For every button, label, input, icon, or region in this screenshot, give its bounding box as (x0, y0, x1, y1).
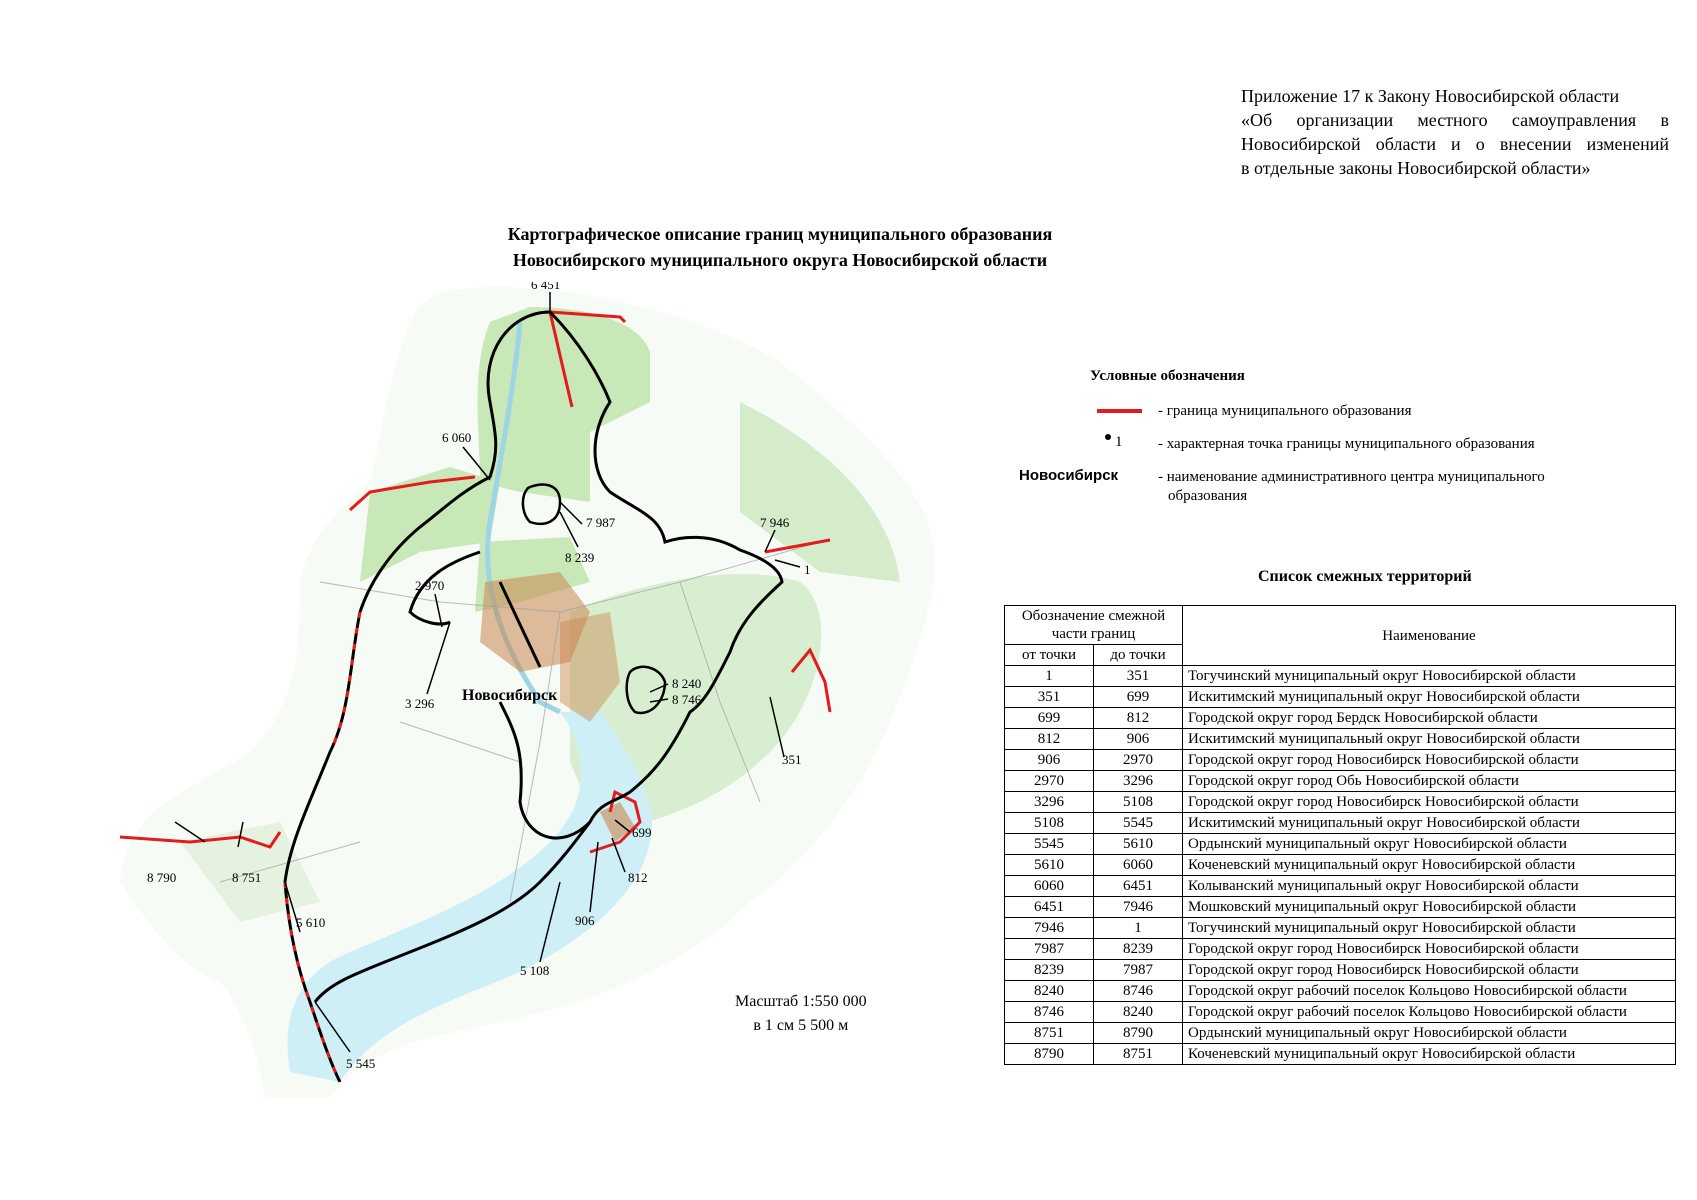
table-row (1005, 1002, 1676, 1023)
cell-from: 8746 (1005, 1002, 1094, 1023)
table-body (1005, 666, 1676, 1065)
appendix-line-1: Приложение 17 к Закону Новосибирской области (1241, 86, 1620, 106)
point-label-699: 699 (632, 825, 652, 840)
cell-from: 5610 (1005, 855, 1094, 876)
point-label-5545: 5 545 (346, 1056, 376, 1071)
scale-distance: в 1 см 5 500 м (753, 1017, 849, 1034)
table-row (1005, 729, 1676, 750)
point-label-906: 906 (575, 913, 595, 928)
cell-name: Коченевский муниципальный округ Новосибирской области (1183, 1044, 1676, 1065)
cell-to: 5108 (1094, 792, 1183, 813)
scale-ratio: Масштаб 1:550 000 (735, 993, 867, 1010)
table-row (1005, 792, 1676, 813)
cell-from: 8790 (1005, 1044, 1094, 1065)
cell-to: 351 (1094, 666, 1183, 687)
adjacent-list-title: Список смежных территорий (1258, 568, 1472, 585)
cell-name: Городской округ город Новосибирск Новосибирской области (1183, 750, 1676, 771)
cell-to: 2970 (1094, 750, 1183, 771)
table-row (1005, 834, 1676, 855)
admin-center-sample: Новосибирск (1019, 467, 1119, 484)
cell-to: 6451 (1094, 876, 1183, 897)
cell-to: 812 (1094, 708, 1183, 729)
cell-name: Городской округ рабочий поселок Кольцово Новосибирской области (1183, 1002, 1676, 1023)
cell-from: 812 (1005, 729, 1094, 750)
legend-point-label: - характерная точка границы муниципального образования (1158, 436, 1535, 452)
cell-name: Ордынский муниципальный округ Новосибирской области (1183, 1023, 1676, 1044)
cell-name: Тогучинский муниципальный округ Новосибирской области (1183, 918, 1676, 939)
cell-to: 1 (1094, 918, 1183, 939)
cell-to: 7946 (1094, 897, 1183, 918)
cell-name: Городской округ город Бердск Новосибирской области (1183, 708, 1676, 729)
cell-from: 6451 (1005, 897, 1094, 918)
header-name: Наименование (1183, 606, 1676, 666)
point-label-8790: 8 790 (147, 870, 177, 885)
appendix-note (1241, 84, 1669, 180)
table-row (1005, 897, 1676, 918)
cell-name: Городской округ город Обь Новосибирской области (1183, 771, 1676, 792)
cell-to: 5610 (1094, 834, 1183, 855)
table-row (1005, 855, 1676, 876)
cell-from: 8239 (1005, 960, 1094, 981)
cell-name: Мошковский муниципальный округ Новосибирской области (1183, 897, 1676, 918)
point-label-7946: 7 946 (760, 515, 790, 530)
cell-from: 7987 (1005, 939, 1094, 960)
cell-from: 8240 (1005, 981, 1094, 1002)
point-label-1: 1 (804, 562, 811, 577)
point-label-8751: 8 751 (232, 870, 262, 885)
cell-from: 2970 (1005, 771, 1094, 792)
cell-to: 3296 (1094, 771, 1183, 792)
cell-name: Городской округ город Новосибирск Новосибирской области (1183, 792, 1676, 813)
cell-name: Городской округ город Новосибирск Новосибирской области (1183, 960, 1676, 981)
cell-from: 1 (1005, 666, 1094, 687)
legend-title: Условные обозначения (1090, 368, 1245, 384)
admin-center-label: Новосибирск (462, 687, 558, 704)
point-sample-number: 1 (1115, 434, 1123, 450)
cell-from: 906 (1005, 750, 1094, 771)
table-row (1005, 1023, 1676, 1044)
cell-name: Колыванский муниципальный округ Новосибирской области (1183, 876, 1676, 897)
cell-to: 5545 (1094, 813, 1183, 834)
cell-from: 5545 (1005, 834, 1094, 855)
table-row (1005, 981, 1676, 1002)
table-row (1005, 939, 1676, 960)
table-row (1005, 771, 1676, 792)
cell-from: 7946 (1005, 918, 1094, 939)
cell-name: Искитимский муниципальный округ Новосибирской области (1183, 687, 1676, 708)
appendix-line-3: Новосибирской области и о внесении изменений (1241, 134, 1669, 154)
cell-to: 8240 (1094, 1002, 1183, 1023)
header-to: до точки (1094, 645, 1183, 666)
document-title (500, 221, 1060, 273)
point-label-8746: 8 746 (672, 692, 702, 707)
table-row (1005, 876, 1676, 897)
legend-center-label (1158, 468, 1545, 506)
cell-from: 5108 (1005, 813, 1094, 834)
cell-from: 351 (1005, 687, 1094, 708)
cell-to: 8751 (1094, 1044, 1183, 1065)
legend-center-label-line-2: образования (1168, 488, 1248, 504)
appendix-line-4: в отдельные законы Новосибирской области» (1241, 158, 1591, 178)
cell-from: 699 (1005, 708, 1094, 729)
legend-boundary-label: - граница муниципального образования (1158, 403, 1412, 419)
table-row (1005, 666, 1676, 687)
title-line-1: Картографическое описание границ муниципального образования (507, 224, 1053, 244)
cell-from: 3296 (1005, 792, 1094, 813)
point-label-8239: 8 239 (565, 550, 595, 565)
cell-name: Искитимский муниципальный округ Новосибирской области (1183, 813, 1676, 834)
cell-name: Городской округ город Новосибирск Новосибирской области (1183, 939, 1676, 960)
point-label-6451: 6 451 (531, 282, 561, 292)
table-row (1005, 918, 1676, 939)
point-label-7987: 7 987 (586, 515, 616, 530)
header-designation: Обозначение смежной части границ (1005, 606, 1183, 645)
table-row (1005, 1044, 1676, 1065)
point-label-2970: 2 970 (415, 578, 445, 593)
cell-name: Коченевский муниципальный округ Новосибирской области (1183, 855, 1676, 876)
point-label-351: 351 (782, 752, 802, 767)
table-row (1005, 960, 1676, 981)
cell-to: 699 (1094, 687, 1183, 708)
legend-center-label-line-1: - наименование административного центра муниципального (1158, 469, 1545, 485)
cell-name: Городской округ рабочий поселок Кольцово Новосибирской области (1183, 981, 1676, 1002)
header-from: от точки (1005, 645, 1094, 666)
map-scale (735, 990, 867, 1038)
cell-to: 906 (1094, 729, 1183, 750)
cell-name: Искитимский муниципальный округ Новосибирской области (1183, 729, 1676, 750)
table-row (1005, 813, 1676, 834)
cell-to: 7987 (1094, 960, 1183, 981)
appendix-line-2: «Об организации местного самоуправления в (1241, 110, 1669, 130)
point-label-6060: 6 060 (442, 430, 472, 445)
cell-name: Тогучинский муниципальный округ Новосибирской области (1183, 666, 1676, 687)
cell-from: 8751 (1005, 1023, 1094, 1044)
title-line-2: Новосибирского муниципального округа Новосибирской области (512, 250, 1048, 270)
point-label-5610: 5 610 (296, 915, 326, 930)
cell-name: Ордынский муниципальный округ Новосибирской области (1183, 834, 1676, 855)
point-label-5108: 5 108 (520, 963, 550, 978)
point-label-8240: 8 240 (672, 676, 702, 691)
boundary-line-sample (1097, 409, 1142, 413)
district-map (120, 282, 950, 1102)
table-row (1005, 750, 1676, 771)
point-label-3296: 3 296 (405, 696, 435, 711)
cell-from: 6060 (1005, 876, 1094, 897)
point-label-812: 812 (628, 870, 648, 885)
point-dot-icon (1105, 434, 1111, 440)
boundary-point-sample (1105, 434, 1123, 451)
cell-to: 8239 (1094, 939, 1183, 960)
adjacent-territories-table (1004, 605, 1676, 1065)
cell-to: 8790 (1094, 1023, 1183, 1044)
cell-to: 6060 (1094, 855, 1183, 876)
table-row (1005, 687, 1676, 708)
cell-to: 8746 (1094, 981, 1183, 1002)
table-row (1005, 708, 1676, 729)
